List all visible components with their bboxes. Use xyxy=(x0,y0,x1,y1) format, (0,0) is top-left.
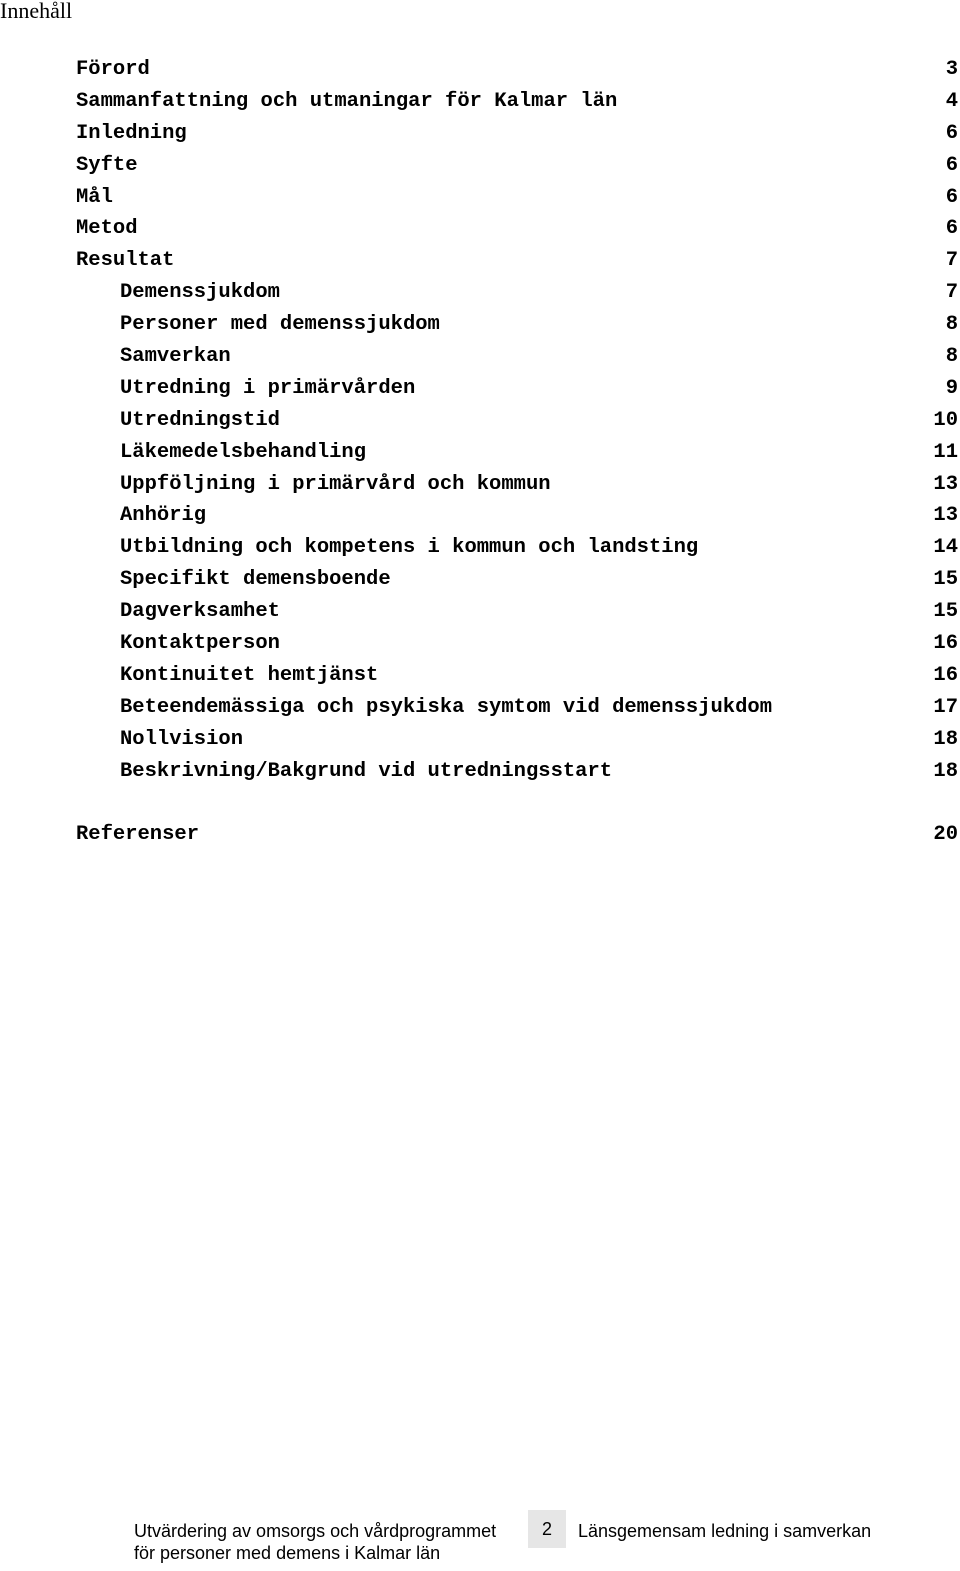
toc-entry-page: 16 xyxy=(933,663,958,687)
toc-entry-label: Nollvision xyxy=(120,727,244,751)
toc-entry[interactable] xyxy=(0,86,960,118)
toc-entry-label: Utredning i primärvården xyxy=(120,376,416,400)
toc-entry-label: Dagverksamhet xyxy=(120,600,280,624)
toc-entry-page: 18 xyxy=(933,759,958,783)
toc-entry-label: Personer med demenssjukdom xyxy=(120,313,440,337)
toc-entry-label: Mål xyxy=(76,185,113,209)
toc-entry-label: Metod xyxy=(76,217,138,241)
toc-entry-label: Inledning xyxy=(76,121,187,145)
toc-entry-page: 13 xyxy=(933,504,958,528)
toc-entry[interactable] xyxy=(0,54,960,86)
toc-entry-label: Beteendemässiga och psykiska symtom vid demenssjukdom xyxy=(120,695,773,719)
toc-entry-label: Demenssjukdom xyxy=(120,281,280,305)
toc-entry-page: 15 xyxy=(933,568,958,592)
toc-entry[interactable] xyxy=(0,341,960,373)
toc-entry[interactable] xyxy=(0,819,960,851)
toc-entry-page: 6 xyxy=(945,217,958,241)
toc-entry-page: 14 xyxy=(933,536,958,560)
toc-entry[interactable] xyxy=(0,692,960,724)
toc-entry-page: 6 xyxy=(945,121,958,145)
footer-title-line-2: för personer med demens i Kalmar län xyxy=(134,1543,441,1563)
toc-entry-page: 10 xyxy=(933,408,958,432)
toc-entry-label: Utbildning och kompetens i kommun och landsting xyxy=(120,536,699,560)
toc-entry[interactable] xyxy=(0,373,960,405)
toc-entry-page: 3 xyxy=(945,58,958,81)
page-title: Innehåll xyxy=(0,0,73,23)
toc-entry[interactable] xyxy=(0,500,960,532)
toc-entry-page: 8 xyxy=(945,345,958,369)
toc-entry-label: Sammanfattning och utmaningar för Kalmar län xyxy=(76,89,618,113)
toc-entry[interactable] xyxy=(0,405,960,437)
toc-entry-page: 13 xyxy=(933,472,958,496)
toc-entry[interactable] xyxy=(0,277,960,309)
toc-entry-label: Referenser xyxy=(76,823,200,847)
toc-entry[interactable] xyxy=(0,596,960,628)
toc-entry-label: Uppföljning i primärvård och kommun xyxy=(120,472,551,496)
footer-organization: Länsgemensam ledning i samverkan xyxy=(578,1521,872,1541)
footer-title-line-1: Utvärdering av omsorgs och vårdprogrammet xyxy=(134,1521,497,1541)
footer-document-title xyxy=(134,1520,534,1564)
toc-spacer xyxy=(0,787,960,819)
toc-entry[interactable] xyxy=(0,245,960,277)
toc-entry-label: Anhörig xyxy=(120,504,207,528)
toc-entry-page: 17 xyxy=(933,695,958,719)
toc-entry-label: Kontaktperson xyxy=(120,632,280,656)
toc-entry[interactable] xyxy=(0,118,960,150)
toc-entry[interactable] xyxy=(0,724,960,756)
toc-entry[interactable] xyxy=(0,182,960,214)
toc-entry-label: Utredningstid xyxy=(120,408,280,432)
toc-entry-page: 4 xyxy=(945,89,958,113)
page-footer xyxy=(0,1510,960,1566)
toc-entry-label: Specifikt demensboende xyxy=(120,568,391,592)
toc-entry[interactable] xyxy=(0,628,960,660)
footer-page-number: 2 xyxy=(528,1510,566,1548)
toc-entry[interactable] xyxy=(0,309,960,341)
toc-entry-label: Syfte xyxy=(76,153,138,177)
toc-entry[interactable] xyxy=(0,660,960,692)
toc-entry[interactable] xyxy=(0,532,960,564)
toc-entry-label: Läkemedelsbehandling xyxy=(120,440,367,464)
toc-entry-page: 7 xyxy=(945,281,958,305)
toc-entry-page: 7 xyxy=(945,249,958,273)
toc-entry-label: Kontinuitet hemtjänst xyxy=(120,663,379,687)
toc-entry-page: 16 xyxy=(933,632,958,656)
toc-entry-page: 15 xyxy=(933,600,958,624)
toc-entry-page: 20 xyxy=(933,823,958,847)
toc-entry[interactable] xyxy=(0,150,960,182)
toc-entry-page: 8 xyxy=(945,313,958,337)
table-of-contents xyxy=(0,54,960,851)
toc-entry-label: Beskrivning/Bakgrund vid utredningsstart xyxy=(120,759,613,783)
toc-entry-label: Förord xyxy=(76,58,150,81)
toc-entry-label: Resultat xyxy=(76,249,175,273)
toc-entry-label: Samverkan xyxy=(120,345,231,369)
toc-entry-page: 18 xyxy=(933,727,958,751)
toc-entry[interactable] xyxy=(0,213,960,245)
toc-entry[interactable] xyxy=(0,437,960,469)
toc-entry-page: 11 xyxy=(933,440,958,464)
toc-entry[interactable] xyxy=(0,756,960,788)
toc-entry-page: 9 xyxy=(945,376,958,400)
toc-entry-page: 6 xyxy=(945,185,958,209)
toc-entry-page: 6 xyxy=(945,153,958,177)
toc-entry[interactable] xyxy=(0,469,960,501)
toc-entry[interactable] xyxy=(0,564,960,596)
